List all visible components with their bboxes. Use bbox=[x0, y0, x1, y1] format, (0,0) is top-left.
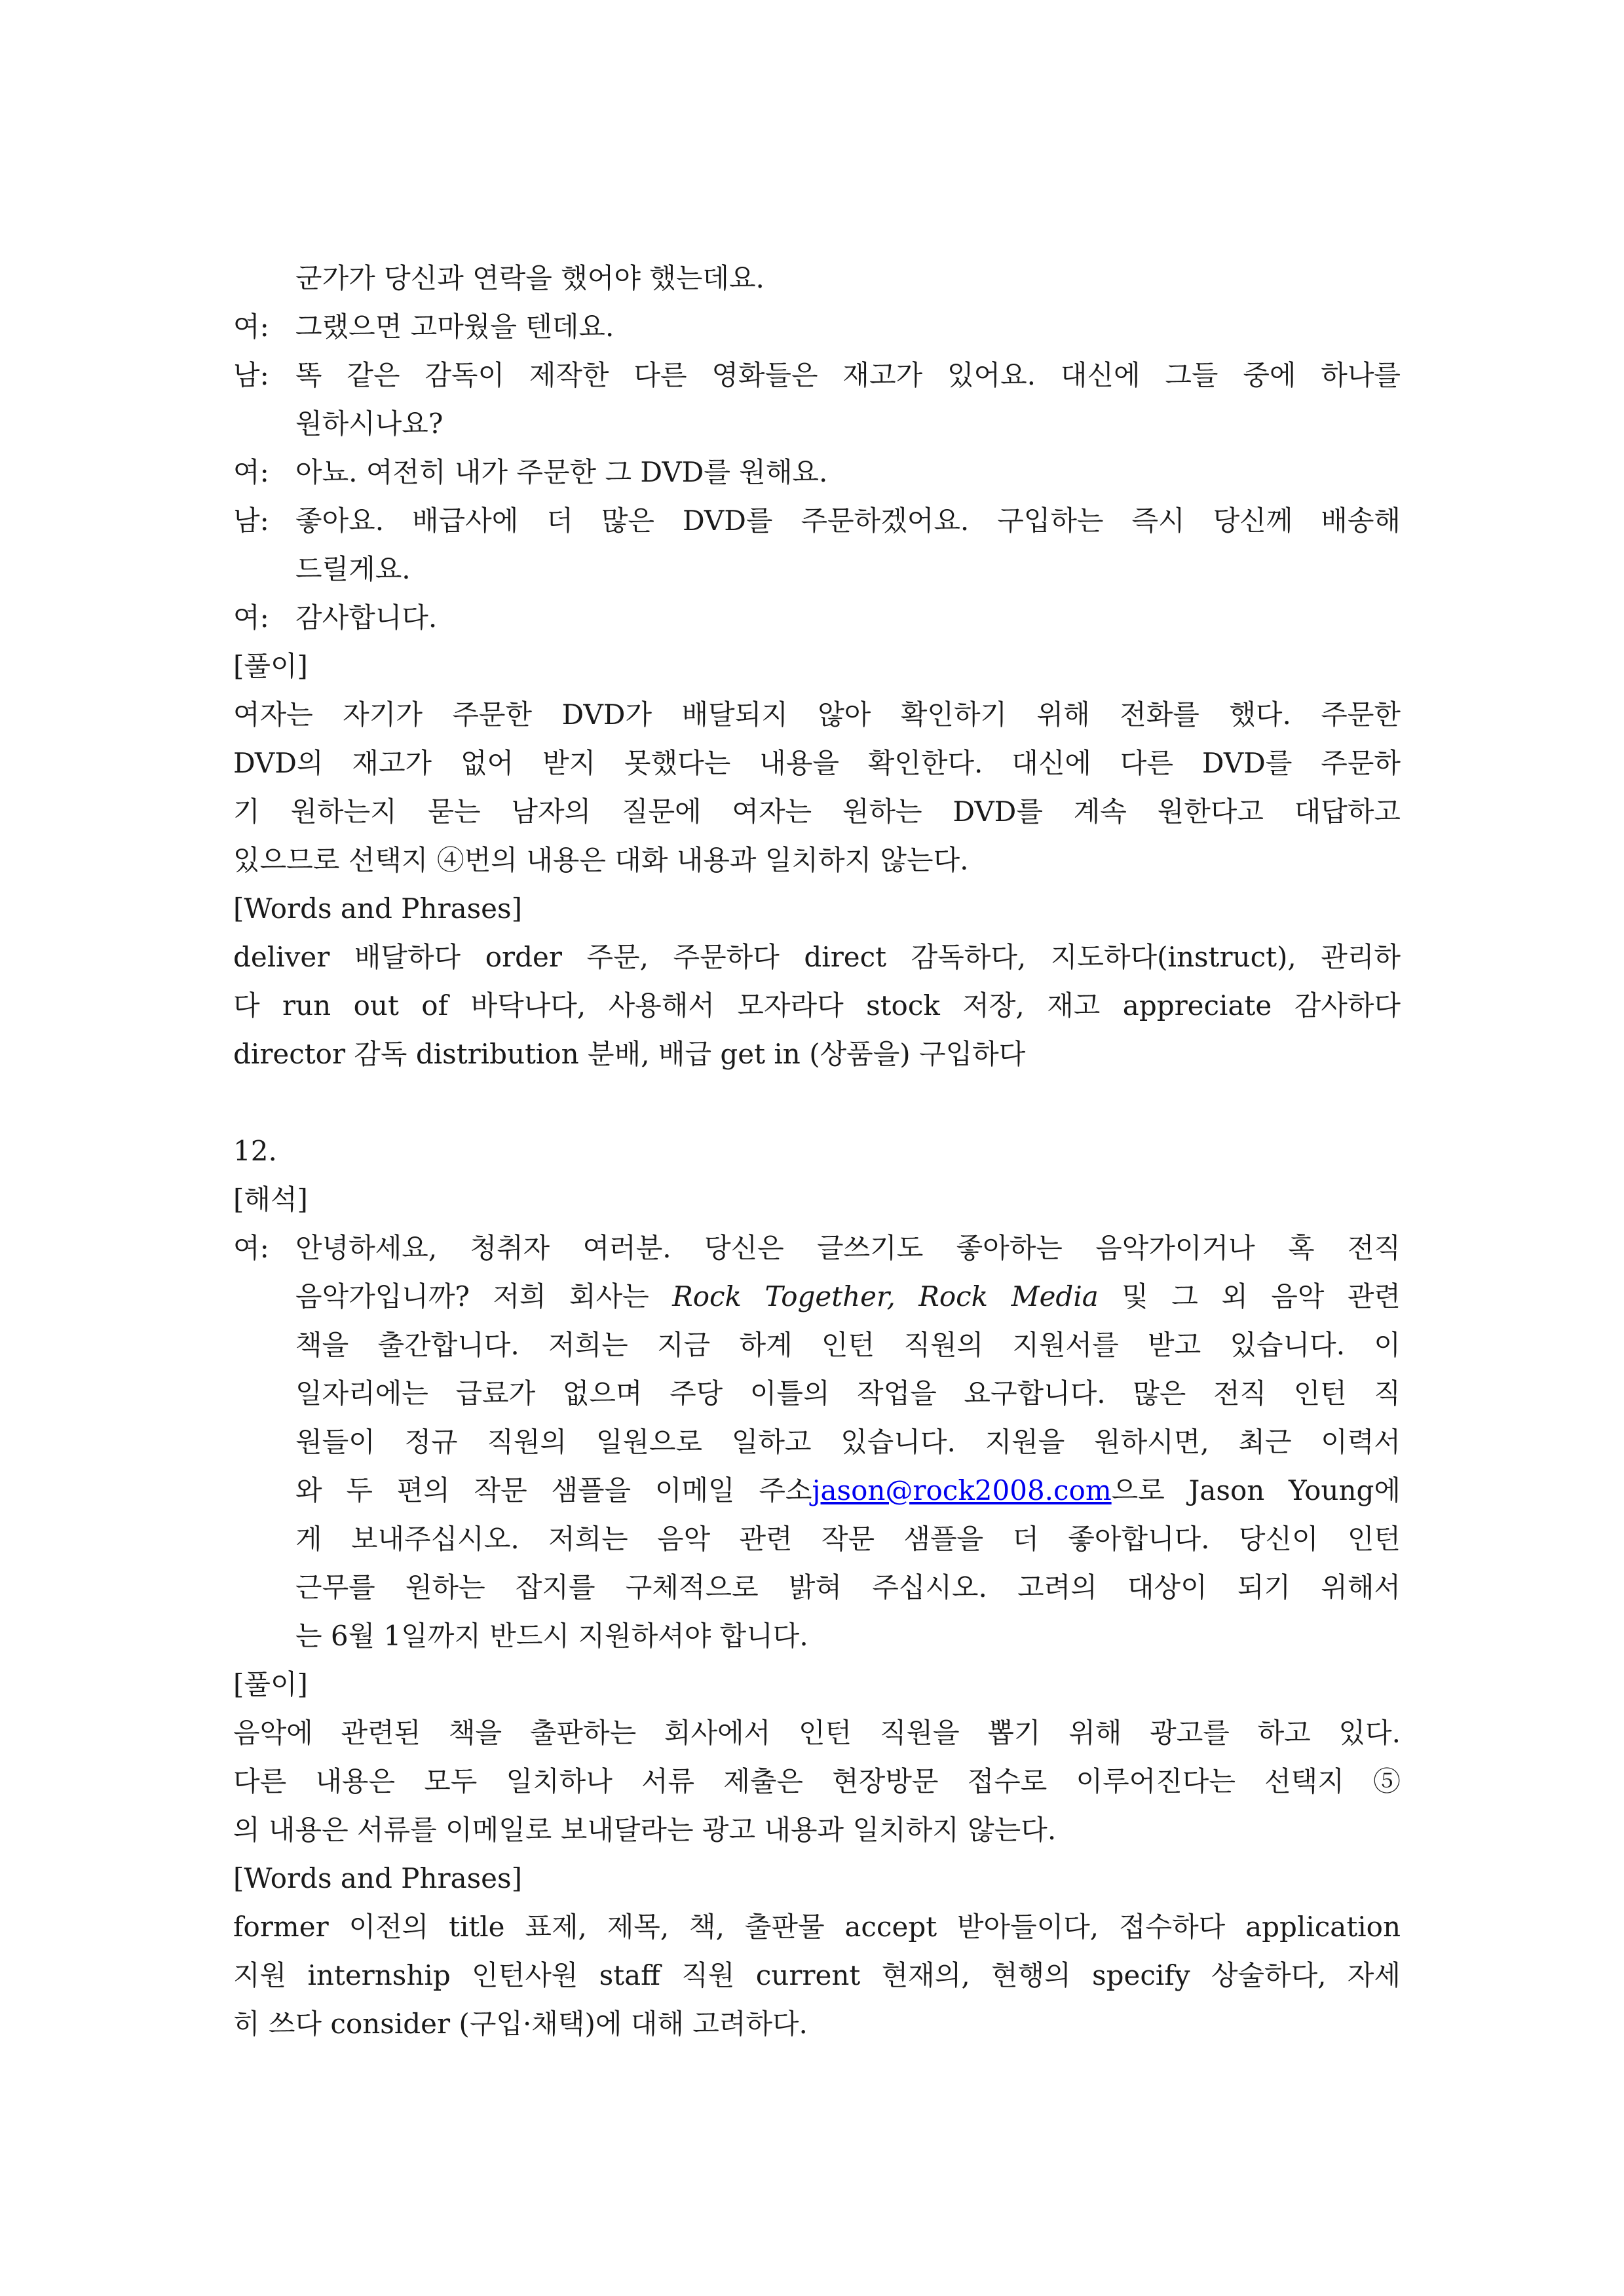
dialog-text: 감사합니다. bbox=[295, 602, 438, 634]
monologue-line: 책을 출간합니다. 저희는 지금 하계 인턴 직원의 지원서를 받고 있습니다. 이 bbox=[295, 1329, 1401, 1361]
dialog-line: 드릴게요. bbox=[295, 553, 411, 585]
vocab-line: former 이전의 title 표제, 제목, 책, 출판물 accept 받아들이다, 접수하다 application bbox=[233, 1911, 1401, 1943]
vocab-line: director 감독 distribution 분배, 배급 get in (상품을) 구입하다 bbox=[233, 1038, 1026, 1070]
speaker-label: 남: bbox=[233, 359, 269, 391]
book-title: Rock Together, Rock Media bbox=[672, 1280, 1099, 1312]
monologue-text: 와 두 편의 작문 샘플을 이메일 주소 bbox=[295, 1474, 812, 1506]
monologue-line: 게 보내주십시오. 저희는 음악 관련 작문 샘플을 더 좋아합니다. 당신이 인턴 bbox=[295, 1523, 1401, 1555]
monologue-line: 근무를 원하는 잡지를 구체적으로 밝혀 주십시오. 고려의 대상이 되기 위해서 bbox=[295, 1571, 1401, 1603]
monologue-text: 및 그 외 음악 관련 bbox=[1098, 1280, 1401, 1312]
paragraph-line: 있으므로 선택지 ④번의 내용은 대화 내용과 일치하지 않는다. bbox=[233, 844, 969, 876]
paragraph-line: 음악에 관련된 책을 출판하는 회사에서 인턴 직원을 뽑기 위해 광고를 하고 있다. bbox=[233, 1717, 1401, 1749]
dialog-text: 아뇨. 여전히 내가 주문한 그 DVD를 원해요. bbox=[295, 456, 828, 488]
speaker-label: 여: bbox=[233, 456, 269, 488]
vocab-line: 히 쓰다 consider (구입·채택)에 대해 고려하다. bbox=[233, 2008, 808, 2040]
vocab-line: deliver 배달하다 order 주문, 주문하다 direct 감독하다, 지도하다(instruct), 관리하 bbox=[233, 941, 1401, 973]
dialog-line: 군가가 당신과 연락을 했어야 했는데요. bbox=[295, 262, 765, 294]
email-link[interactable]: jason@rock2008.com bbox=[812, 1474, 1112, 1506]
dialog-line bbox=[233, 303, 1401, 351]
dialog-line bbox=[233, 497, 1401, 545]
monologue-line: 원들이 정규 직원의 일원으로 일하고 있습니다. 지원을 원하시면, 최근 이력서 bbox=[295, 1426, 1401, 1458]
question-number: 12. bbox=[233, 1135, 277, 1167]
monologue-line: 는 6월 1일까지 반드시 지원하셔야 합니다. bbox=[295, 1620, 808, 1652]
speaker-label: 여: bbox=[233, 311, 269, 343]
section-heading: [Words and Phrases] bbox=[233, 892, 522, 925]
spacer bbox=[233, 1079, 1401, 1127]
monologue-line bbox=[233, 1466, 1401, 1515]
section-heading: [풀이] bbox=[233, 1668, 308, 1700]
monologue-line bbox=[233, 1224, 1401, 1272]
speaker-label: 여: bbox=[233, 602, 269, 634]
dialog-line bbox=[233, 448, 1401, 497]
vocab-line: 다 run out of 바닥나다, 사용해서 모자라다 stock 저장, 재고 appreciate 감사하다 bbox=[233, 989, 1401, 1022]
dialog-line bbox=[233, 351, 1401, 400]
monologue-text: 안녕하세요, 청취자 여러분. 당신은 글쓰기도 좋아하는 음악가이거나 혹 전직 bbox=[295, 1232, 1401, 1264]
monologue-line: 일자리에는 급료가 없으며 주당 이틀의 작업을 요구합니다. 많은 전직 인턴 직 bbox=[295, 1377, 1401, 1409]
paragraph-line: DVD의 재고가 없어 받지 못했다는 내용을 확인한다. 대신에 다른 DVD를 주문하 bbox=[233, 747, 1401, 779]
dialog-text: 그랬으면 고마웠을 텐데요. bbox=[295, 311, 614, 343]
dialog-line: 원하시나요? bbox=[295, 408, 444, 440]
section-heading: [해석] bbox=[233, 1183, 308, 1215]
dialog-line bbox=[233, 594, 1401, 642]
section-heading: [풀이] bbox=[233, 650, 308, 682]
section-heading: [Words and Phrases] bbox=[233, 1862, 522, 1894]
dialog-text: 똑 같은 감독이 제작한 다른 영화들은 재고가 있어요. 대신에 그들 중에 하나를 bbox=[295, 359, 1401, 391]
speaker-label: 남: bbox=[233, 505, 269, 537]
document-page bbox=[233, 254, 1401, 2048]
monologue-line bbox=[233, 1272, 1401, 1321]
monologue-text: 으로 Jason Young에 bbox=[1111, 1474, 1401, 1506]
paragraph-line: 의 내용은 서류를 이메일로 보내달라는 광고 내용과 일치하지 않는다. bbox=[233, 1814, 1057, 1846]
paragraph-line: 기 원하는지 묻는 남자의 질문에 여자는 원하는 DVD를 계속 원한다고 대답하고 bbox=[233, 795, 1401, 828]
vocab-line: 지원 internship 인턴사원 staff 직원 current 현재의, 현행의 specify 상술하다, 자세 bbox=[233, 1959, 1401, 1991]
paragraph-line: 여자는 자기가 주문한 DVD가 배달되지 않아 확인하기 위해 전화를 했다. 주문한 bbox=[233, 698, 1401, 731]
dialog-text: 좋아요. 배급사에 더 많은 DVD를 주문하겠어요. 구입하는 즉시 당신께 배송해 bbox=[295, 505, 1401, 537]
monologue-text: 음악가입니까? 저희 회사는 bbox=[295, 1280, 673, 1312]
speaker-label: 여: bbox=[233, 1232, 269, 1264]
paragraph-line: 다른 내용은 모두 일치하나 서류 제출은 현장방문 접수로 이루어진다는 선택지 ⑤ bbox=[233, 1765, 1401, 1797]
